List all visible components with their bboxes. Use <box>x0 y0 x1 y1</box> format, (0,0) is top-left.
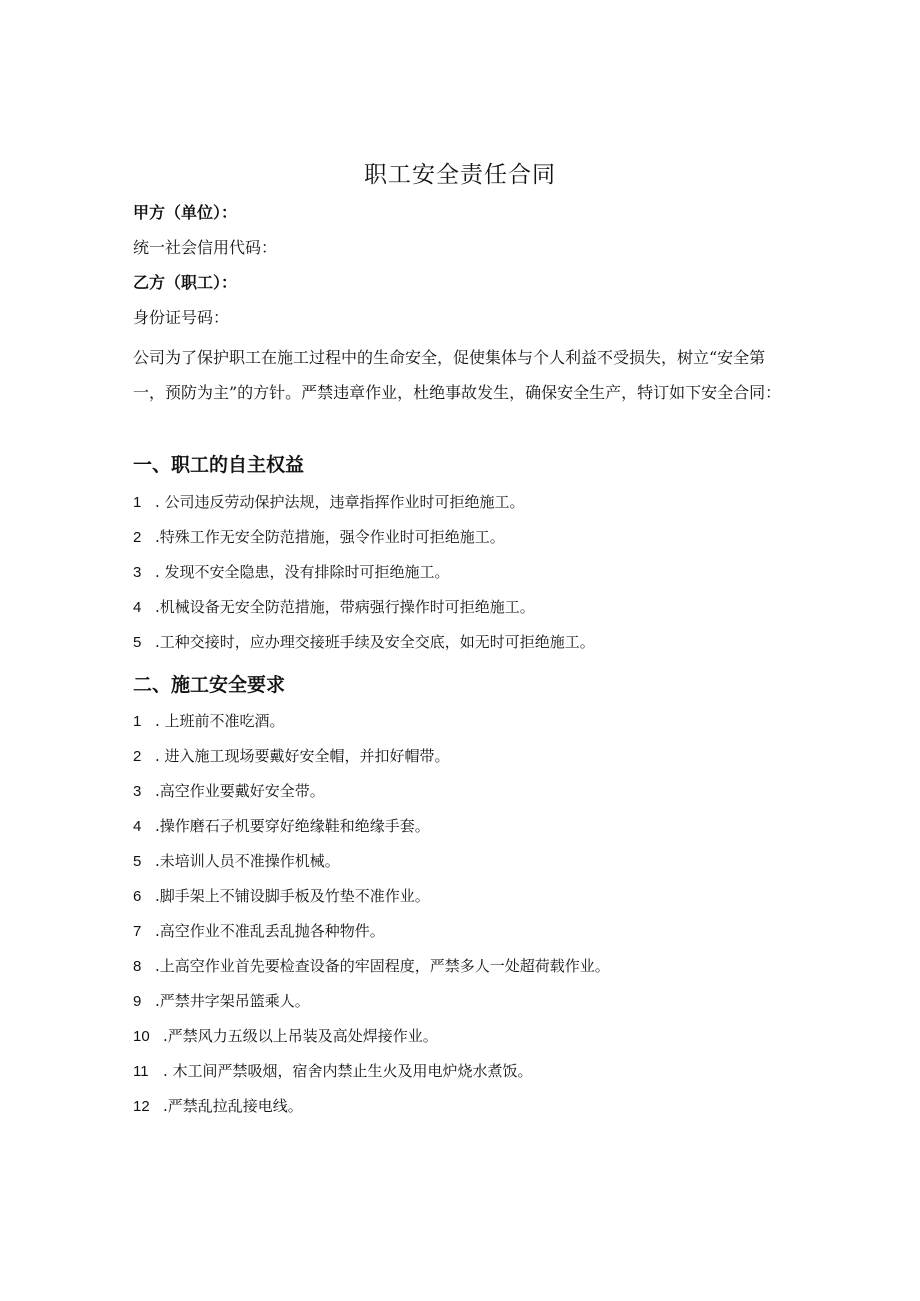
section-1-item <box>133 632 595 653</box>
item-text: .严禁乱拉乱接电线。 <box>163 1097 303 1115</box>
section-1-item <box>133 492 525 513</box>
item-text: .严禁井字架吊篮乘人。 <box>155 992 310 1010</box>
item-number: 2 <box>133 748 142 765</box>
item-text: . 上班前不准吃酒。 <box>155 712 285 730</box>
item-number: 11 <box>133 1063 149 1080</box>
section-2-item <box>133 886 430 907</box>
section-2-item <box>133 1096 303 1117</box>
section-2-item <box>133 1061 533 1082</box>
id-number-label: 身份证号码： <box>133 308 230 327</box>
item-number: 4 <box>133 818 142 835</box>
section-2-item <box>133 851 340 872</box>
credit-code-label: 统一社会信用代码： <box>133 238 278 257</box>
item-number: 2 <box>133 529 142 546</box>
item-number: 3 <box>133 783 142 800</box>
item-text: .严禁风力五级以上吊装及高处焊接作业。 <box>163 1027 438 1045</box>
section-1-item <box>133 597 535 618</box>
section-1-item <box>133 562 450 583</box>
item-text: .操作磨石子机要穿好绝缘鞋和绝缘手套。 <box>155 817 430 835</box>
item-text: . 发现不安全隐患，没有排除时可拒绝施工。 <box>155 563 450 581</box>
item-text: .高空作业不准乱丢乱抛各种物件。 <box>155 922 385 940</box>
item-text: . 公司违反劳动保护法规，违章指挥作业时可拒绝施工。 <box>155 493 525 511</box>
item-number: 8 <box>133 958 142 975</box>
section-2-item <box>133 921 385 942</box>
item-number: 4 <box>133 599 142 616</box>
intro-paragraph: 公司为了保护职工在施工过程中的生命安全，促使集体与个人利益不受损失，树立“安全第一，预防为主”的方针。严禁违章作业，杜绝事故发生，确保安全生产，特订如下安全合同： <box>133 348 782 402</box>
item-text: .机械设备无安全防范措施，带病强行操作时可拒绝施工。 <box>155 598 535 616</box>
party-b-label: 乙方（职工）： <box>133 273 238 292</box>
item-number: 1 <box>133 494 142 511</box>
item-number: 9 <box>133 993 142 1010</box>
section-2-heading: 二、施工安全要求 <box>133 674 286 696</box>
item-number: 10 <box>133 1028 150 1045</box>
section-2-item <box>133 781 325 802</box>
item-text: .上高空作业首先要检查设备的牢固程度，严禁多人一处超荷载作业。 <box>155 957 610 975</box>
item-number: 1 <box>133 713 142 730</box>
item-text: . 进入施工现场要戴好安全帽，并扣好帽带。 <box>155 747 450 765</box>
item-number: 12 <box>133 1098 150 1115</box>
section-2-item <box>133 816 430 837</box>
item-text: .脚手架上不铺设脚手板及竹垫不准作业。 <box>155 887 430 905</box>
item-text: .高空作业要戴好安全带。 <box>155 782 325 800</box>
item-text: .特殊工作无安全防范措施，强令作业时可拒绝施工。 <box>155 528 505 546</box>
item-text: .未培训人员不准操作机械。 <box>155 852 340 870</box>
item-number: 7 <box>133 923 142 940</box>
section-1-heading: 一、职工的自主权益 <box>133 454 305 476</box>
item-number: 5 <box>133 634 142 651</box>
section-2-item <box>133 1026 438 1047</box>
section-2-item <box>133 956 610 977</box>
section-1-item <box>133 527 505 548</box>
item-text: .工种交接时，应办理交接班手续及安全交底，如无时可拒绝施工。 <box>155 633 595 651</box>
item-number: 5 <box>133 853 142 870</box>
item-text: . 木工间严禁吸烟，宿舍内禁止生火及用电炉烧水煮饭。 <box>163 1062 533 1080</box>
section-2-item <box>133 991 310 1012</box>
item-number: 3 <box>133 564 142 581</box>
section-2-item <box>133 711 285 732</box>
document-title: 职工安全责任合同 <box>364 162 556 188</box>
item-number: 6 <box>133 888 142 905</box>
section-2-item <box>133 746 450 767</box>
party-a-label: 甲方（单位）： <box>133 203 238 222</box>
